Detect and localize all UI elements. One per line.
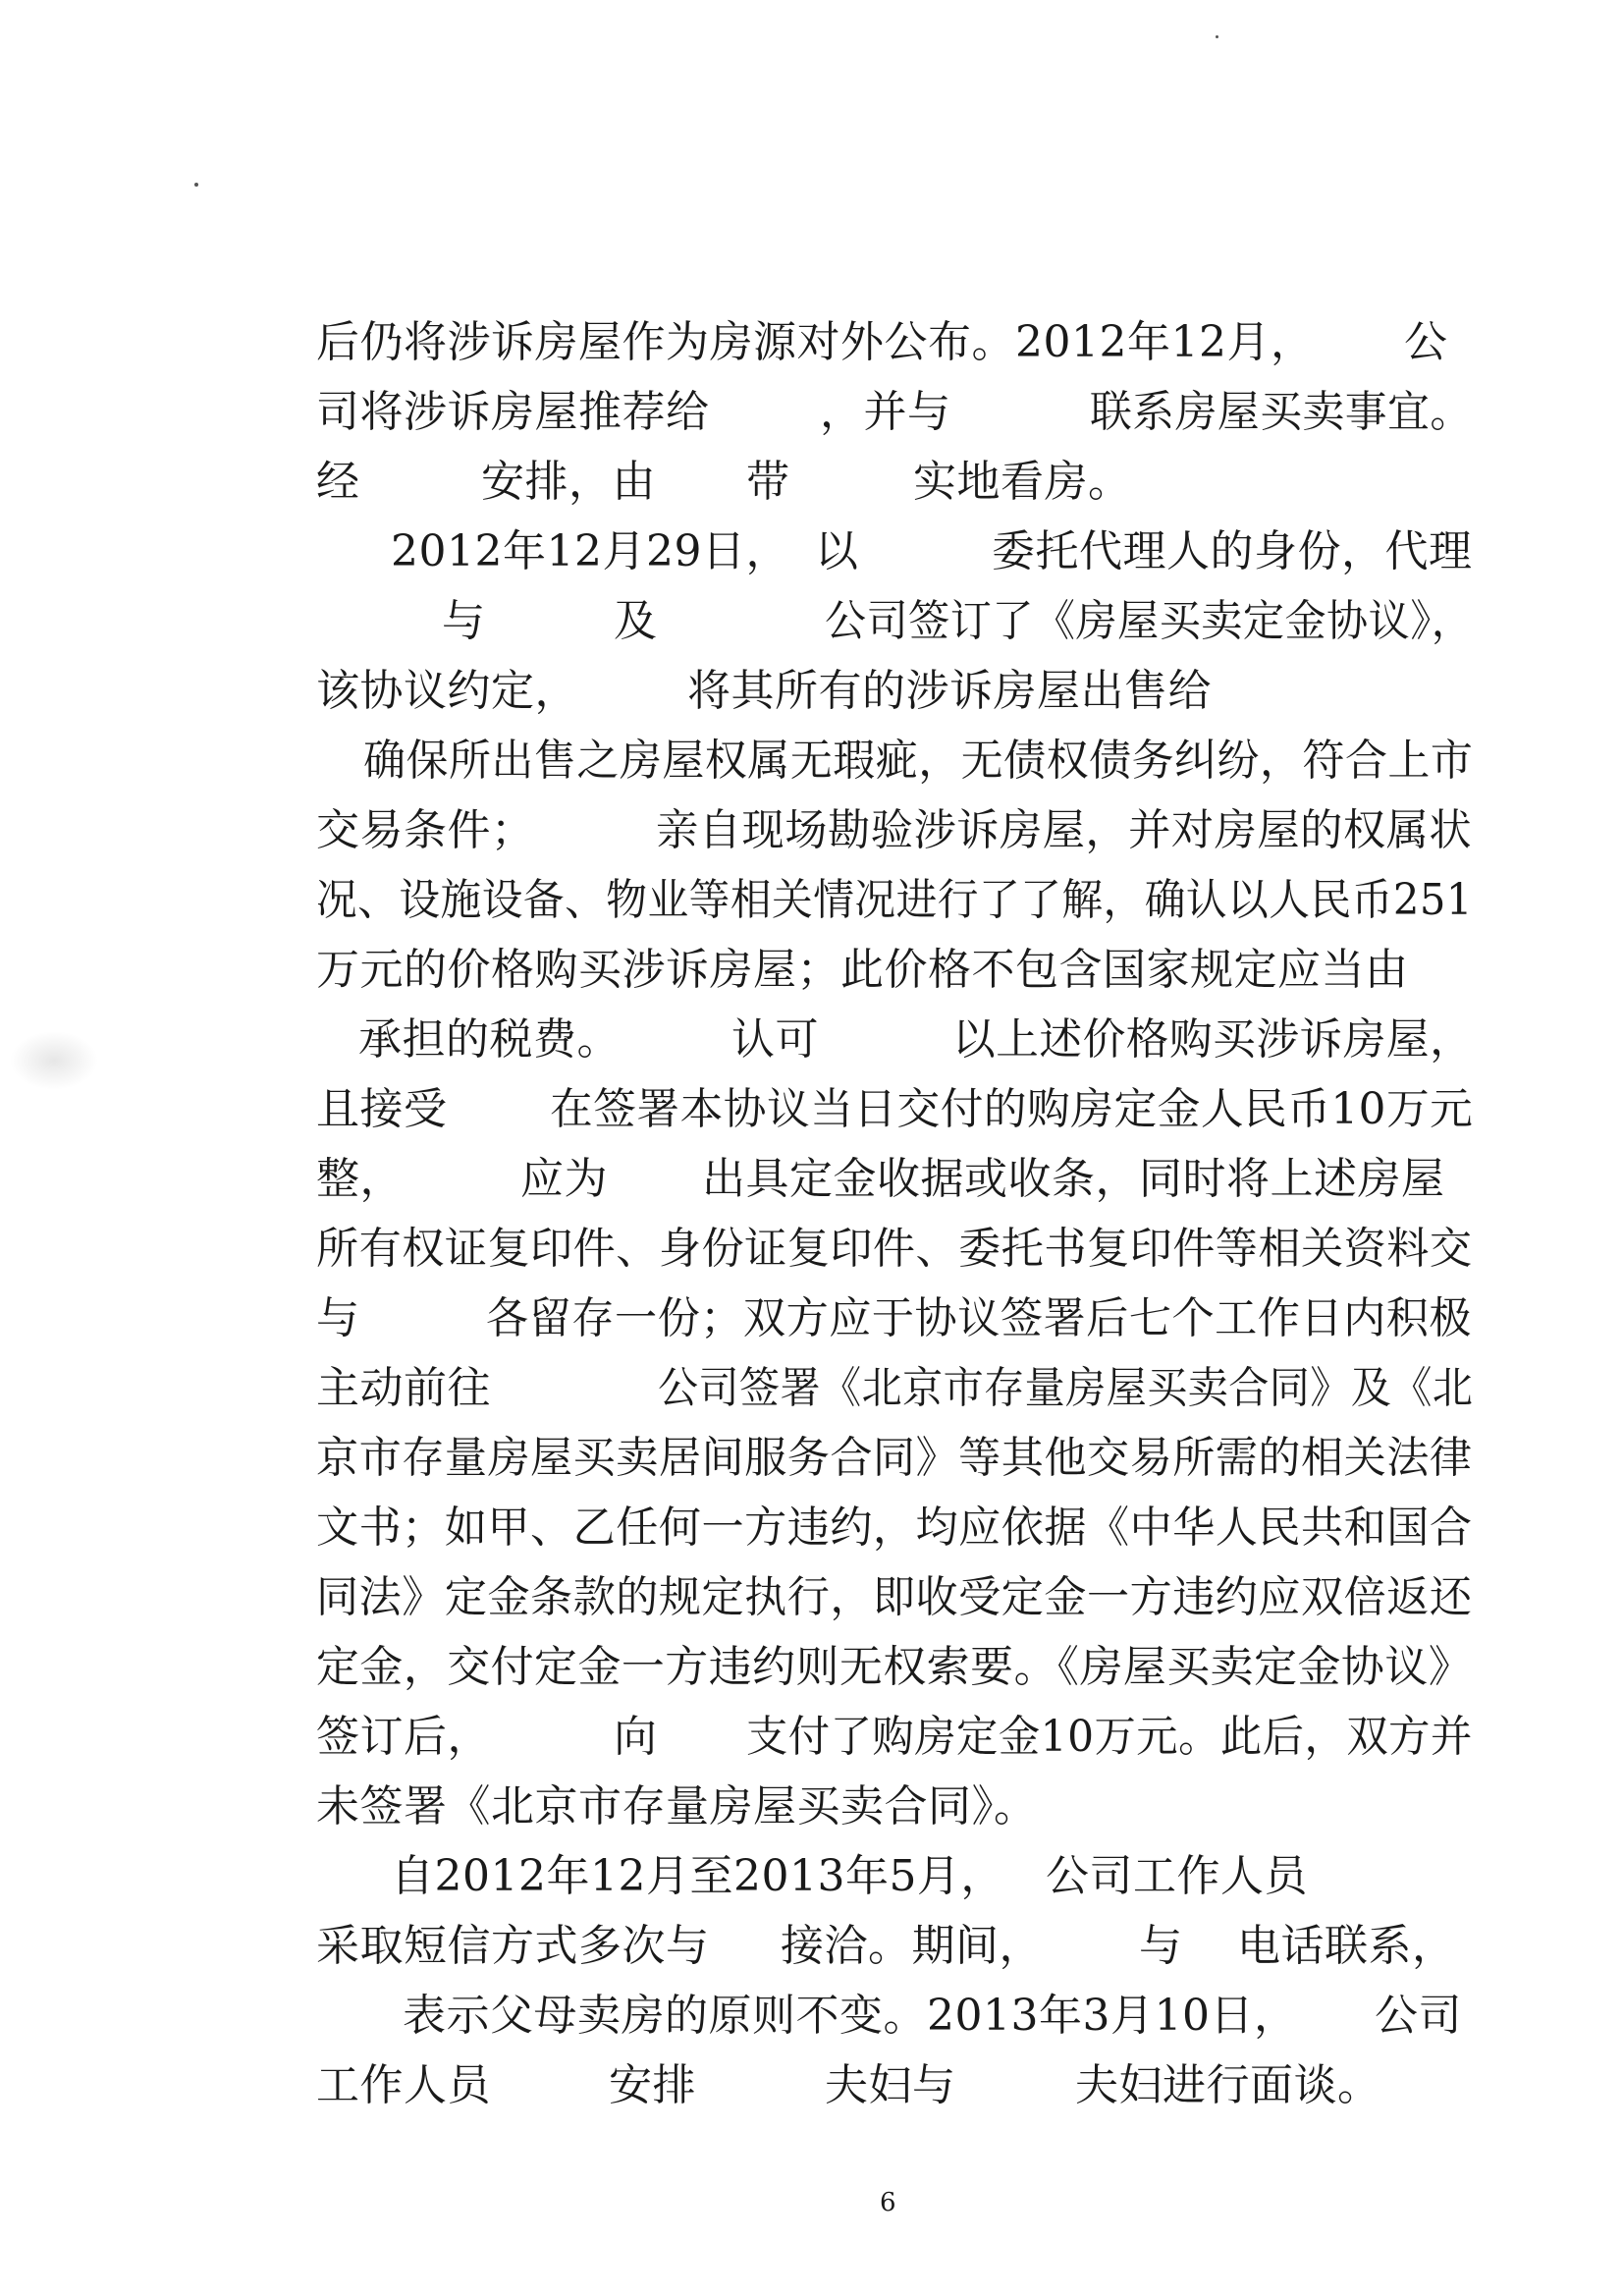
text-segment: 亲自现场勘验涉诉房屋，并对房屋的权属状 xyxy=(656,805,1473,855)
text-segment: 且接受 xyxy=(316,1084,448,1134)
text-line xyxy=(0,1707,1623,1768)
text-line xyxy=(0,1149,1623,1210)
text-segment: 委托代理人的身份，代理 xyxy=(992,526,1473,576)
text-segment: 况、设施设备、物业等相关情况进行了了解，确认以人民币251 xyxy=(316,875,1473,925)
text-segment: 定金，交付定金一方违约则无权索要。《房屋买卖定金协议》 xyxy=(316,1642,1473,1692)
text-segment: 文书；如甲、乙任何一方违约，均应依据《中华人民共和国合 xyxy=(316,1503,1473,1553)
text-segment: 整， xyxy=(316,1154,404,1204)
text-segment: 表示父母卖房的原则不变。2013年3月10日， xyxy=(403,1991,1298,2041)
text-segment: 同法》定金条款的规定执行，即收受定金一方违约应双倍返还 xyxy=(316,1572,1473,1622)
text-segment: 将其所有的涉诉房屋出售给 xyxy=(687,666,1212,716)
text-line xyxy=(0,1567,1623,1628)
text-segment: 应为 xyxy=(520,1154,608,1204)
text-line xyxy=(0,800,1623,861)
text-segment: 公司签订了《房屋买卖定金协议》， xyxy=(825,596,1474,646)
text-segment: 电话联系， xyxy=(1237,1921,1456,1971)
text-line xyxy=(0,591,1623,652)
text-line xyxy=(0,382,1623,443)
text-line xyxy=(0,452,1623,513)
text-segment: 及 xyxy=(614,596,658,646)
text-segment: 京市存量房屋买卖居间服务合同》等其他交易所需的相关法律 xyxy=(316,1433,1473,1483)
text-segment: 主动前往 xyxy=(316,1363,491,1413)
text-segment: 确保所出售之房屋权属无瑕疵，无债权债务纠纷，符合上市 xyxy=(363,736,1474,786)
text-segment: 实地看房。 xyxy=(913,457,1132,507)
text-line xyxy=(0,1079,1623,1140)
text-segment: 工作人员 xyxy=(316,2060,491,2110)
text-segment: 夫妇与 xyxy=(825,2060,956,2110)
scan-speck xyxy=(1216,35,1218,38)
text-line xyxy=(0,1986,1623,2047)
text-line xyxy=(0,1358,1623,1419)
text-segment: 夫妇进行面谈。 xyxy=(1075,2060,1381,2110)
text-segment: 签订后， xyxy=(316,1712,491,1762)
scan-speck xyxy=(194,183,198,187)
text-segment: 公司 xyxy=(1375,1991,1462,2041)
text-line xyxy=(0,1637,1623,1698)
text-segment: 经 xyxy=(316,457,360,507)
text-segment: 司将涉诉房屋推荐给 xyxy=(316,387,710,437)
text-line xyxy=(0,2055,1623,2116)
text-segment: 联系房屋买卖事宜。 xyxy=(1090,387,1473,437)
text-segment: 公 xyxy=(1404,317,1448,367)
text-segment: 与 xyxy=(442,596,486,646)
text-line xyxy=(0,1010,1623,1070)
text-segment: 2012年12月29日， xyxy=(391,526,789,576)
text-segment: 安排，由 xyxy=(481,457,656,507)
text-line xyxy=(0,1777,1623,1837)
text-segment: 该协议约定， xyxy=(316,666,578,716)
text-segment: 与 xyxy=(1139,1921,1183,1971)
text-segment: 向 xyxy=(614,1712,658,1762)
text-segment: 万元的价格购买涉诉房屋；此价格不包含国家规定应当由 xyxy=(316,945,1409,995)
text-segment: 以上述价格购买涉诉房屋， xyxy=(952,1014,1474,1065)
text-segment: 自2012年12月至2013年5月， xyxy=(391,1851,1004,1901)
text-line xyxy=(0,1428,1623,1489)
text-line xyxy=(0,1846,1623,1907)
text-segment: 公司工作人员 xyxy=(1046,1851,1308,1901)
text-segment: 与 xyxy=(316,1293,360,1343)
text-line xyxy=(0,661,1623,722)
text-segment: 在签署本协议当日交付的购房定金人民币10万元 xyxy=(550,1084,1474,1134)
text-segment: 支付了购房定金10万元。此后，双方并 xyxy=(746,1712,1473,1762)
text-line xyxy=(0,1288,1623,1349)
text-segment: 承担的税费。 xyxy=(358,1014,621,1065)
text-segment: 交易条件； xyxy=(316,805,535,855)
text-segment: ，并与 xyxy=(820,387,951,437)
text-line xyxy=(0,521,1623,582)
text-line xyxy=(0,1498,1623,1558)
text-segment: 公司签署《北京市存量房屋买卖合同》及《北 xyxy=(658,1363,1474,1413)
text-segment: 以 xyxy=(815,526,859,576)
text-segment: 带 xyxy=(746,457,790,507)
text-line xyxy=(0,1219,1623,1280)
text-segment: 安排 xyxy=(609,2060,696,2110)
text-segment: 后仍将涉诉房屋作为房源对外公布。2012年12月， xyxy=(316,317,1315,367)
text-segment: 认可 xyxy=(731,1014,819,1065)
page-number: 6 xyxy=(880,2188,896,2217)
text-segment: 未签署《北京市存量房屋买卖合同》。 xyxy=(316,1781,1038,1831)
text-segment: 所有权证复印件、身份证复印件、委托书复印件等相关资料交 xyxy=(316,1224,1473,1274)
text-line xyxy=(0,1916,1623,1977)
text-segment: 出具定金收据或收条，同时将上述房屋 xyxy=(702,1154,1445,1204)
text-segment: 接洽。期间， xyxy=(781,1921,1043,1971)
text-segment: 各留存一份；双方应于协议签署后七个工作日内积极 xyxy=(486,1293,1473,1343)
text-line xyxy=(0,870,1623,931)
text-segment: 采取短信方式多次与 xyxy=(316,1921,710,1971)
text-line xyxy=(0,731,1623,792)
text-line xyxy=(0,940,1623,1001)
text-line xyxy=(0,312,1623,373)
